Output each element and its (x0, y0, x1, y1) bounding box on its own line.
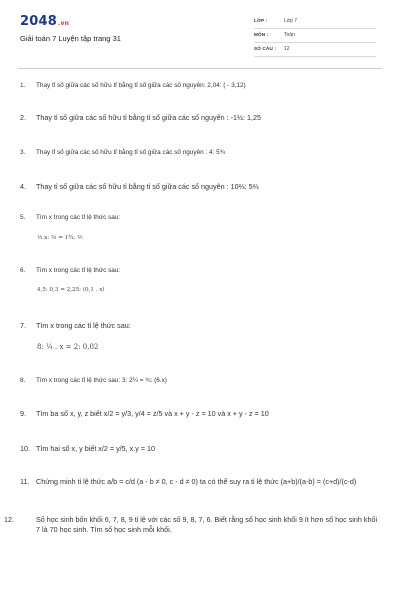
question-7-formula: 8: ¼ . x = 2: 0,02 (37, 343, 99, 351)
question-3 (20, 149, 225, 158)
question-text: Số học sinh bốn khối 6, 7, 8, 9 tỉ lệ với các số 9, 8, 7, 6. Biết rằng số học sinh khối 9 ít hơn số học sinh khối 7 là 70 học sinh. Tìm số học sinh mỗi khối. (36, 515, 378, 534)
question-1 (20, 82, 246, 91)
info-label: SỐ CÂU : (254, 46, 277, 51)
question-8 (20, 377, 167, 386)
question-text: Thay tỉ số giữa các số hữu tỉ bằng tỉ số giữa các số nguyên : 10⅔: 5⅔ (36, 182, 259, 191)
info-value: 12 (284, 46, 290, 52)
question-number: 8. (20, 377, 26, 384)
info-row-class (254, 15, 376, 29)
question-number: 9. (20, 409, 26, 418)
question-11 (20, 477, 382, 487)
site-logo[interactable] (20, 14, 69, 29)
header-divider (18, 68, 382, 69)
question-number: 3. (20, 149, 26, 156)
question-number: 2. (20, 113, 26, 122)
question-number: 6. (20, 267, 26, 274)
info-row-subject (254, 29, 376, 43)
question-text: Tìm hai số x, y biết x/2 = y/5, x.y = 10 (36, 444, 156, 453)
question-number: 5. (20, 214, 26, 221)
question-number: 10. (20, 444, 30, 453)
header (0, 0, 400, 62)
question-10 (20, 444, 155, 454)
question-text: Tìm x trong các tỉ lệ thức sau: (36, 214, 121, 221)
logo-text: 2048 (20, 14, 57, 29)
page-title: Giải toán 7 Luyện tập trang 31 (20, 34, 121, 43)
question-number: 11. (20, 477, 30, 486)
question-number: 12. (4, 515, 14, 524)
question-5 (20, 214, 120, 223)
question-text: Chứng minh tỉ lệ thức a/b = c/d (a - b ≠ 0, c - d ≠ 0) ta có thể suy ra tỉ lệ thức (a+b)/(a-b) = (c+d)/(c-d) (36, 477, 357, 486)
question-5-formula: ⅓.x: ⅔ = 1¾: ⅖ (37, 235, 83, 241)
question-number: 7. (20, 321, 26, 330)
question-6 (20, 267, 120, 276)
info-value: Lớp 7 (284, 18, 298, 24)
info-box (254, 15, 376, 57)
info-label: LỚP : (254, 18, 268, 23)
question-2 (20, 113, 261, 123)
question-text: Tìm ba số x, y, z biết x/2 = y/3, y/4 = z/5 và x + y - z = 10 và x + y - z = 10 (36, 409, 269, 418)
question-text: Thay tỉ số giữa các số hữu tỉ bằng tỉ số giữa các số nguyên : -1½: 1,25 (36, 113, 261, 122)
question-6-formula: 4,5: 0,3 = 2,25: (0,1 . x) (37, 287, 105, 293)
question-text: Thay tỉ số giữa các số hữu tỉ bằng tỉ số giữa các số nguyên: 2,04: ( - 3,12) (36, 82, 246, 89)
question-12 (4, 515, 382, 534)
question-7 (20, 321, 131, 331)
logo-suffix: .vn (57, 20, 70, 27)
info-value: Toán (284, 32, 295, 38)
info-label: MÔN : (254, 32, 269, 37)
info-row-count (254, 43, 376, 57)
question-text: Thay tỉ số giữa các số hữu tỉ bằng tỉ số giữa các số nguyên : 4: 5¾ (36, 149, 226, 156)
question-text: Tìm x trong các tỉ lệ thức sau: (36, 267, 121, 274)
question-number: 1. (20, 82, 26, 89)
question-text: Tìm x trong các tỉ lệ thức sau: 3: 2¼ = ¾: (6.x) (36, 377, 167, 384)
question-9 (20, 409, 269, 419)
question-text: Tìm x trong các tỉ lệ thức sau: (36, 321, 131, 330)
question-4 (20, 182, 259, 192)
question-number: 4. (20, 182, 26, 191)
